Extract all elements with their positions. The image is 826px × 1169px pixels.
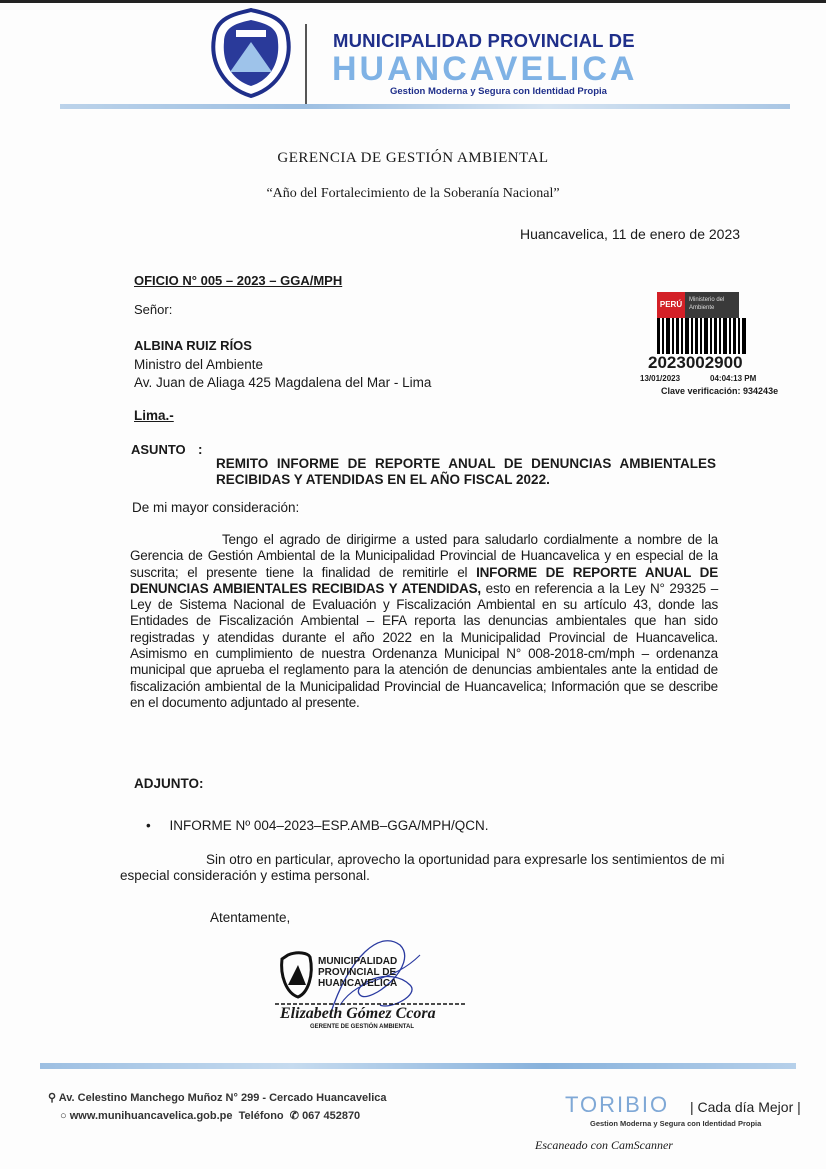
footer-band (40, 1063, 796, 1069)
department-title: GERENCIA DE GESTIÓN AMBIENTAL (277, 150, 549, 166)
scan-edge (0, 0, 826, 3)
footer-phone: 067 452870 (302, 1110, 361, 1122)
globe-icon: ○ (60, 1110, 67, 1122)
seal-text: MUNICIPALIDAD PROVINCIAL DE HUANCAVELICA (318, 956, 398, 989)
registration-code: 2023002900 (648, 353, 743, 372)
stamp-time: 04:04:13 PM (710, 374, 757, 383)
body-text-1: Tengo el agrado de dirigirme a usted para saludarlo cordialmente a nombre de la Gerencia de Gestión Ambiental de la Municipalidad Provincial de Huancavelica y en especial de la suscrita; el presente tiene la finalidad de remitirle el (130, 532, 718, 580)
subject-line1: REMITO INFORME DE REPORTE ANUAL DE DENUNCIAS AMBIENTALES (216, 456, 716, 471)
recipient-role: Ministro del Ambiente (134, 357, 264, 372)
body-paragraph (130, 532, 718, 711)
subject-label: ASUNTO (131, 442, 186, 457)
location-pin-icon: ⚲ (48, 1092, 57, 1104)
toribio-logo: TORIBIO (565, 1092, 670, 1117)
signatory-title: GERENTE DE GESTIÓN AMBIENTAL (310, 1024, 415, 1030)
sign-off: Atentamente, (210, 910, 291, 925)
footer-address (48, 1091, 386, 1104)
municipal-crest-logo (208, 8, 294, 98)
closing-line2: especial consideración y estima personal. (120, 868, 370, 883)
body-bold-report-title: INFORME DE REPORTE ANUAL DE DENUNCIAS AMBIENTALES RECIBIDAS Y ATENDIDAS, (130, 564, 718, 596)
subject-line2: RECIBIDAS Y ATENDIDAS EN EL AÑO FISCAL 2022. (216, 472, 550, 487)
body-text-2: esto en referencia a la Ley N° 29325 – Ley de Sistema Nacional de Evaluación y Fiscalización Ambiental en su artículo 43, donde las Entidades de Fiscalización Ambiental – EFA reporta las denuncias ambientales que han sido registradas y atendidas durante el año 2022 en la Municipalidad Provincial de Huancavelica. Asimismo en cumplimiento de nuestra Ordenanza Municipal N° 008-2018-cm/mph – ordenanza municipal que aprueba el reglamento para la atención de denuncias ambientales ante la entidad de fiscalización ambiental de la Municipalidad Provincial de Huancavelica; Información que se describe en el documento adjuntado al presente. (130, 580, 719, 710)
header-title-line1: MUNICIPALIDAD PROVINCIAL DE (333, 30, 635, 51)
recipient-city: Lima.- (134, 408, 174, 423)
footer-address-text: Av. Celestino Manchego Muñoz N° 299 - Cercado Huancavelica (58, 1092, 387, 1104)
footer-slogan: | Cada día Mejor | (690, 1099, 801, 1115)
salutation-label: Señor: (134, 302, 173, 317)
header-divider (305, 24, 307, 104)
footer-phone-label: Teléfono (238, 1110, 284, 1122)
letter-date: Huancavelica, 11 de enero de 2023 (520, 226, 741, 242)
signatory-name: Elizabeth Gómez Ccora (280, 1005, 436, 1022)
year-motto: “Año del Fortalecimiento de la Soberanía Nacional” (266, 186, 560, 201)
header-band (60, 104, 790, 109)
footer-website: www.munihuancavelica.gob.pe (69, 1110, 233, 1122)
stamp-peru: PERÚ (657, 292, 685, 318)
attachment-label: ADJUNTO: (134, 776, 204, 791)
attachment-item: • INFORME Nº 004–2023–ESP.AMB–GGA/MPH/QCN. (146, 818, 489, 833)
phone-icon: ✆ (289, 1110, 299, 1122)
closing-line1: Sin otro en particular, aprovecho la oportunidad para expresarle los sentimientos de mi (206, 852, 725, 867)
footer-tagline: Gestion Moderna y Segura con Identidad Propia (590, 1119, 762, 1128)
footer-contact (60, 1109, 360, 1122)
ministry-stamp (657, 292, 739, 318)
greeting: De mi mayor consideración: (132, 500, 300, 515)
attachment-item-text: INFORME Nº 004–2023–ESP.AMB–GGA/MPH/QCN. (169, 818, 489, 833)
subject-colon: : (198, 442, 203, 457)
document-number: OFICIO N° 005 – 2023 – GGA/MPH (134, 273, 343, 288)
camscanner-watermark: Escaneado con CamScanner (535, 1138, 673, 1152)
header-tagline: Gestion Moderna y Segura con Identidad Propia (390, 86, 607, 97)
header-title-line2: HUANCAVELICA (332, 50, 638, 88)
recipient-name: ALBINA RUIZ RÍOS (134, 338, 252, 353)
stamp-date: 13/01/2023 (640, 374, 681, 383)
recipient-address: Av. Juan de Aliaga 425 Magdalena del Mar - Lima (134, 375, 432, 390)
verification-key: Clave verificación: 934243e (661, 386, 779, 396)
barcode (657, 318, 747, 354)
stamp-ministry: Ministerio del Ambiente (689, 297, 725, 311)
